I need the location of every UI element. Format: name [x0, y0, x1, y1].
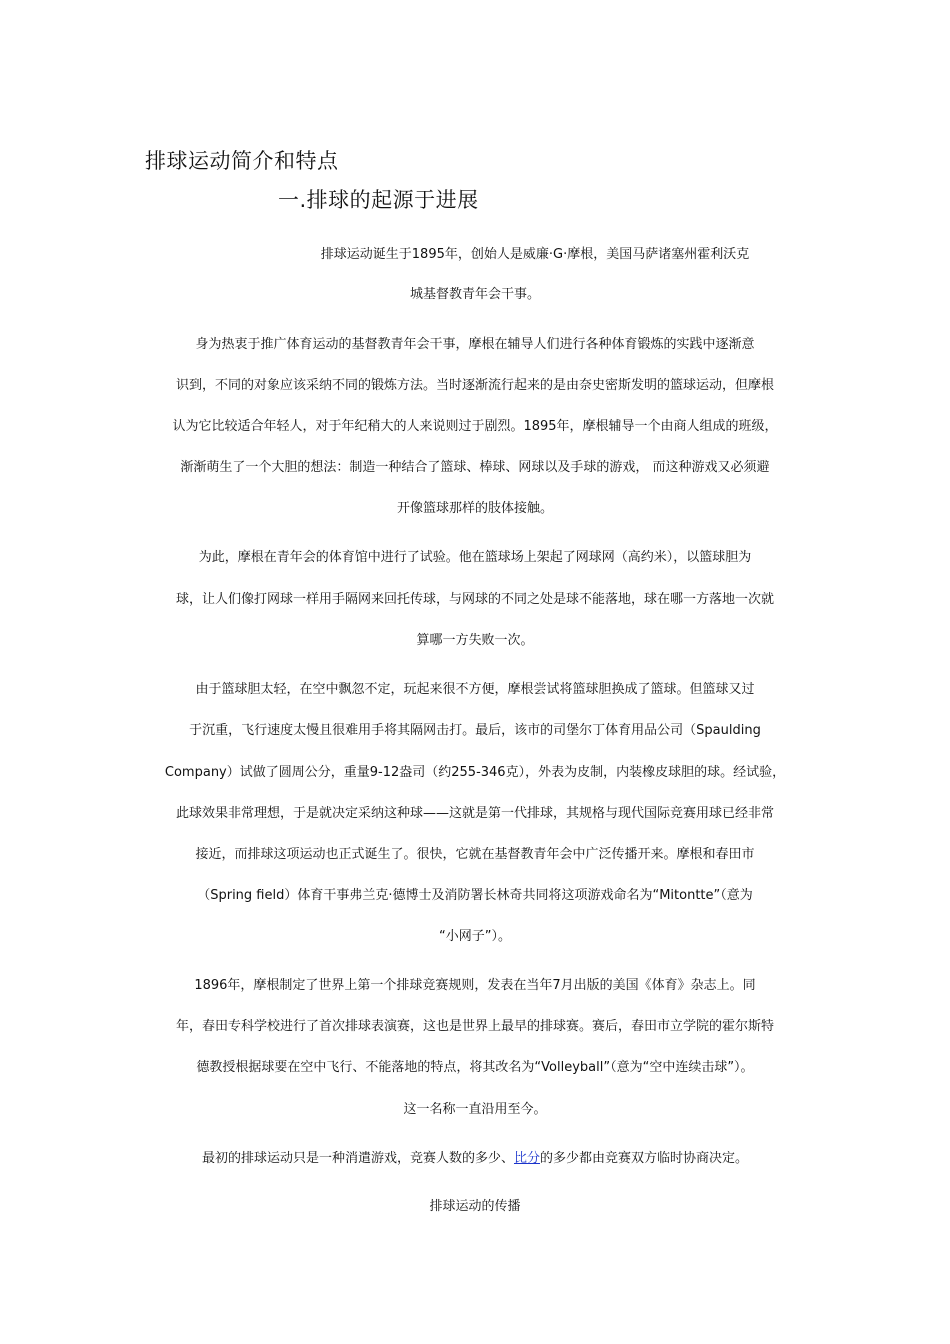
paragraph-6-text-after: 的多少都由竞赛双方临时协商决定。	[540, 1151, 749, 1166]
section-heading: 一.排球的起源于进展	[278, 188, 479, 212]
paragraph-5-line-1: 1896年，摩根制定了世界上第一个排球竞赛规则，发表在当年7月出版的美国《体育》杂志上。同	[194, 978, 756, 993]
paragraph-6-text-before: 最初的排球运动只是一种消遣游戏，竞赛人数的多少、	[201, 1151, 514, 1166]
paragraph-3-line-1: 为此，摩根在青年会的体育馆中进行了试验。他在篮球场上架起了网球网（高约米），以篮球胆为	[198, 550, 752, 565]
paragraph-5-line-4: 这一名称一直沿用至今。	[403, 1102, 547, 1117]
paragraph-3-line-3: 算哪一方失败一次。	[416, 633, 534, 648]
paragraph-2-line-4: 渐渐萌生了一个大胆的想法：制造一种结合了篮球、棒球、网球以及手球的游戏， 而这种游戏又必须避	[180, 460, 770, 475]
paragraph-4-line-5: 接近，而排球这项运动也正式诞生了。很快，它就在基督教青年会中广泛传播开来。摩根和春田市	[195, 847, 755, 862]
paragraph-2-line-5: 开像篮球那样的肢体接触。	[396, 501, 553, 516]
paragraph-6	[0, 1149, 950, 1169]
paragraph-2-line-1: 身为热衷于推广体育运动的基督教青年会干事，摩根在辅导人们进行各种体育锻炼的实践中逐渐意	[195, 337, 755, 352]
paragraph-3-line-2: 球，让人们像打网球一样用手隔网来回托传球，与网球的不同之处是球不能落地，球在哪一方落地一次就	[175, 592, 774, 607]
paragraph-4-line-6: （Spring field）体育干事弗兰克·德博士及消防署长林奇共同将这项游戏命名为“Mitontte”（意为	[197, 888, 753, 903]
paragraph-4-line-3: Company）试做了圆周公分，重量9-12盎司（约255-346克），外表为皮制，内装橡皮球胆的球。经试验，	[164, 765, 786, 780]
paragraph-1-line-1: 排球运动诞生于1895年，创始人是威廉·G·摩根，美国马萨诸塞州霍利沃克	[320, 247, 750, 262]
paragraph-5-line-3: 德教授根据球要在空中飞行、不能落地的特点，将其改名为“Volleyball”（意为“空中连续击球”）。	[196, 1060, 754, 1075]
paragraph-2-line-2: 识到，不同的对象应该采纳不同的锻炼方法。当时逐渐流行起来的是由奈史密斯发明的篮球运动，但摩根	[175, 378, 774, 393]
paragraph-1-line-2: 城基督教青年会干事。	[409, 287, 540, 302]
paragraph-5-line-2: 年，春田专科学校进行了首次排球表演赛，这也是世界上最早的排球赛。赛后，春田市立学院的霍尔斯特	[175, 1019, 774, 1034]
paragraph-4-line-4: 此球效果非常理想，于是就决定采纳这种球——这就是第一代排球，其规格与现代国际竞赛用球已经非常	[175, 806, 774, 821]
subheading-volleyball-spread: 排球运动的传播	[429, 1199, 521, 1214]
document-title: 排球运动简介和特点	[145, 149, 339, 173]
paragraph-4-line-2: 于沉重，飞行速度太慢且很难用手将其隔网击打。最后，该市的司堡尔丁体育用品公司（Spaulding	[189, 723, 761, 738]
paragraph-2-line-3: 认为它比较适合年轻人，对于年纪稍大的人来说则过于剧烈。1895年，摩根辅导一个由商人组成的班级，	[172, 419, 778, 434]
score-link[interactable]: 比分	[513, 1151, 540, 1166]
paragraph-4-line-7: “小网子”）。	[439, 929, 511, 944]
paragraph-4-line-1: 由于篮球胆太轻，在空中飘忽不定，玩起来很不方便，摩根尝试将篮球胆换成了篮球。但篮球又过	[195, 682, 755, 697]
